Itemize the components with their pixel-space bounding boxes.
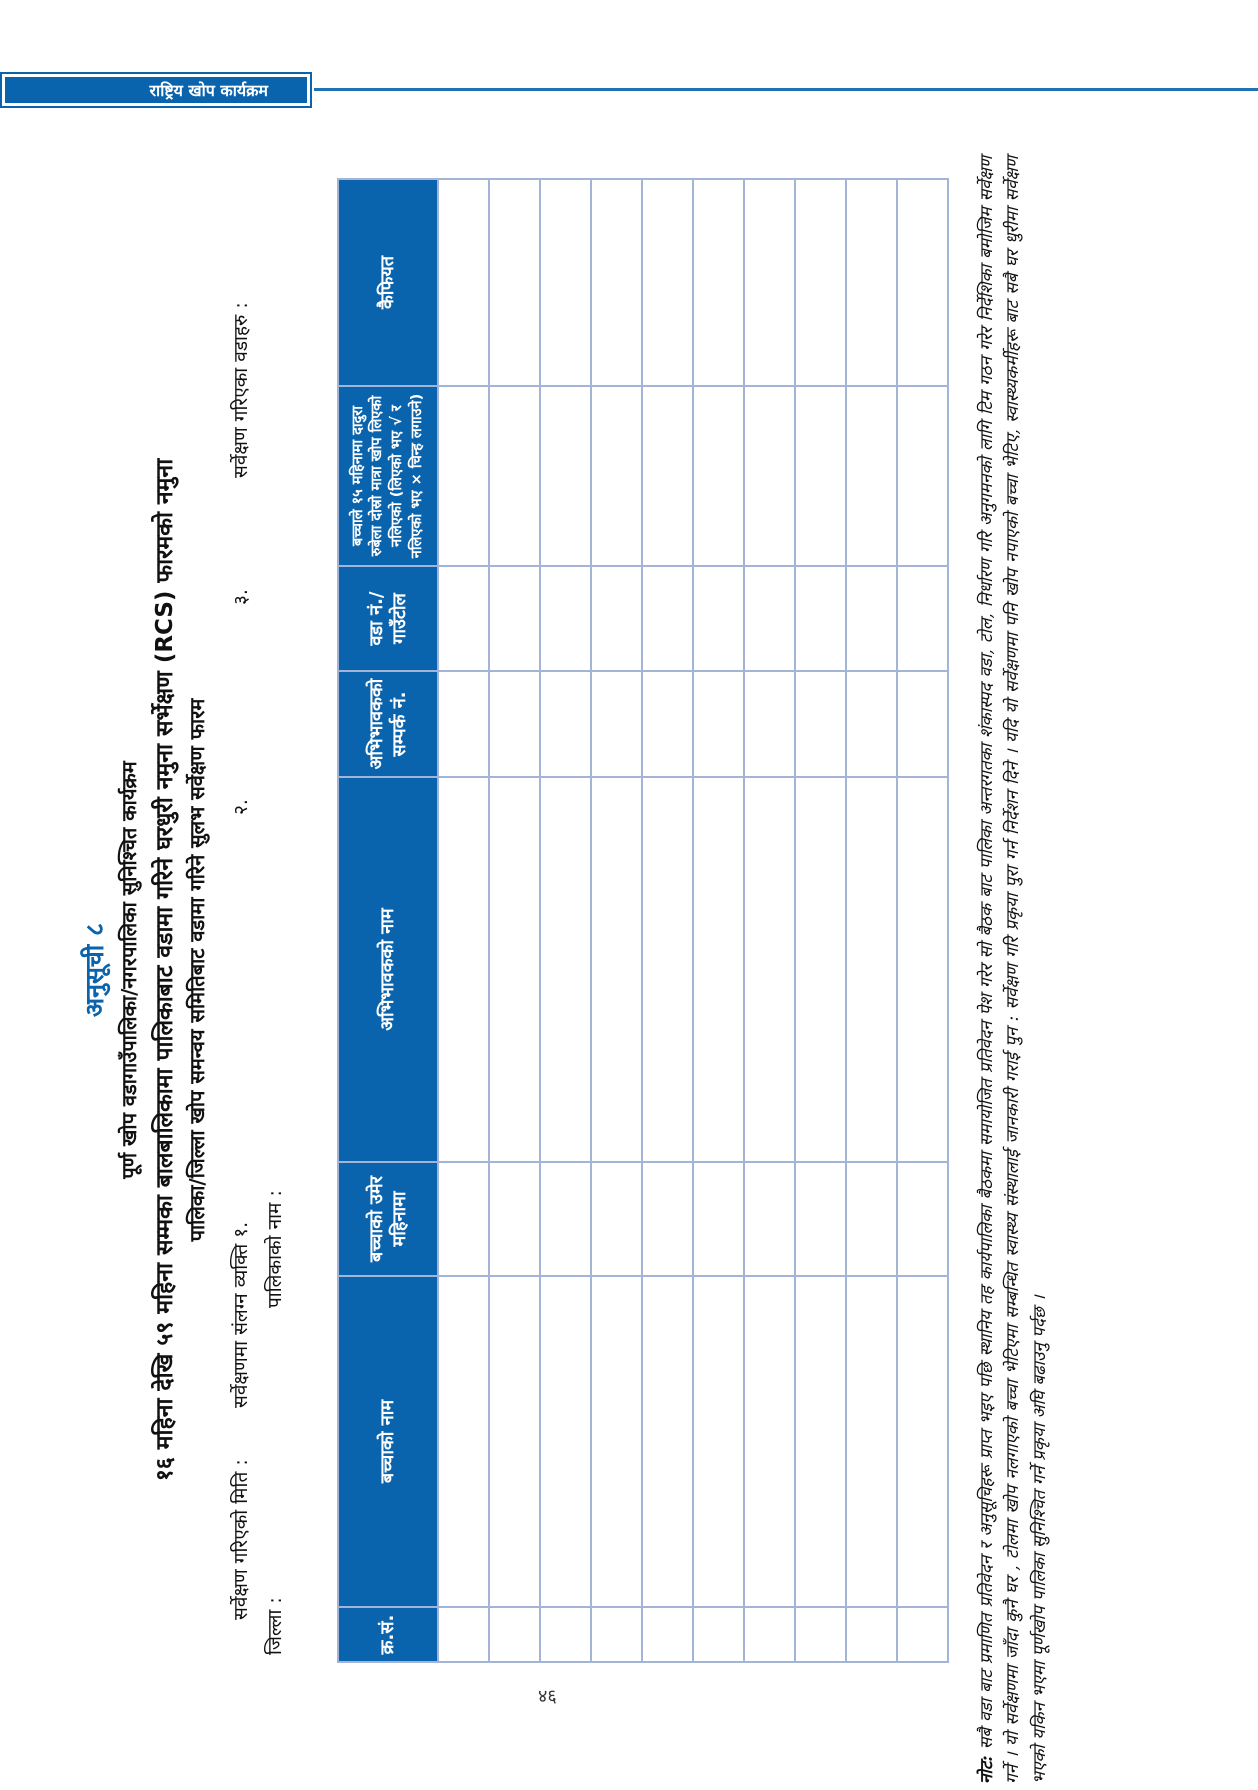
surveyor-3-label: ३. xyxy=(230,589,252,605)
empty-cell xyxy=(795,1276,846,1607)
form-subtitle: पालिका/जिल्ला खोप समन्वय समितिबाट वडामा गरिने सुलभ सर्वेक्षण फारम xyxy=(185,698,209,1242)
empty-cell xyxy=(744,671,795,777)
empty-cell xyxy=(438,1276,489,1607)
empty-cell xyxy=(795,777,846,1162)
empty-cell xyxy=(642,566,693,671)
surveyor-2-label: २. xyxy=(230,799,252,815)
table-row xyxy=(744,179,795,1662)
palika-name-label: पालिकाको नाम : xyxy=(264,1190,286,1308)
empty-cell xyxy=(540,1162,591,1276)
empty-cell xyxy=(489,777,540,1162)
empty-cell xyxy=(540,179,591,386)
empty-cell xyxy=(846,1162,897,1276)
annex-title: अनुसूची ८ xyxy=(80,923,109,1017)
rotated-form xyxy=(55,150,1065,1790)
empty-cell xyxy=(897,386,948,566)
empty-cell xyxy=(642,1162,693,1276)
empty-cell xyxy=(795,179,846,386)
table-row xyxy=(897,179,948,1662)
empty-cell xyxy=(438,671,489,777)
empty-cell xyxy=(438,566,489,671)
surveyor-label: सर्वेक्षणमा संलग्न व्यक्ति १. xyxy=(230,1221,252,1408)
survey-table xyxy=(337,178,949,1663)
banner-rule xyxy=(314,88,1258,91)
empty-cell xyxy=(693,179,744,386)
empty-cell xyxy=(540,1607,591,1662)
table-row xyxy=(693,179,744,1662)
empty-cell xyxy=(846,179,897,386)
empty-cell xyxy=(489,386,540,566)
empty-cell xyxy=(744,777,795,1162)
header-banner xyxy=(0,72,312,108)
empty-cell xyxy=(642,1276,693,1607)
empty-cell xyxy=(489,1607,540,1662)
header-row xyxy=(338,179,438,1662)
table-row xyxy=(591,179,642,1662)
empty-cell xyxy=(693,566,744,671)
empty-cell xyxy=(846,566,897,671)
empty-cell xyxy=(489,179,540,386)
empty-cell xyxy=(897,1607,948,1662)
empty-cell xyxy=(744,566,795,671)
empty-cell xyxy=(591,179,642,386)
empty-cell xyxy=(489,566,540,671)
empty-cell xyxy=(897,179,948,386)
empty-cell xyxy=(744,1162,795,1276)
empty-cell xyxy=(744,386,795,566)
empty-cell xyxy=(438,1607,489,1662)
empty-cell xyxy=(846,1276,897,1607)
column-header-guardian-name: अभिभावकको नाम xyxy=(338,777,438,1162)
empty-cell xyxy=(795,386,846,566)
empty-cell xyxy=(540,1276,591,1607)
empty-cell xyxy=(438,777,489,1162)
empty-cell xyxy=(591,1162,642,1276)
column-header-mr2-vaccine: बच्चाले १५ महिनामा दादुरा रुबेला दोस्रो मात्रा खोप लिएको नलिएको (लिएको भए √ र नलिएको भए × चिन्ह लगाउने) xyxy=(338,386,438,566)
empty-cell xyxy=(693,777,744,1162)
table-row xyxy=(438,179,489,1662)
empty-cell xyxy=(540,777,591,1162)
empty-cell xyxy=(744,1607,795,1662)
empty-cell xyxy=(846,1607,897,1662)
empty-cell xyxy=(897,1162,948,1276)
empty-cell xyxy=(897,566,948,671)
empty-cell xyxy=(693,671,744,777)
table-row xyxy=(846,179,897,1662)
empty-cell xyxy=(693,386,744,566)
survey-table-header xyxy=(338,179,438,1662)
table-row xyxy=(795,179,846,1662)
note-label: नोट: xyxy=(977,1755,997,1784)
table-row xyxy=(642,179,693,1662)
empty-cell xyxy=(642,777,693,1162)
empty-cell xyxy=(642,179,693,386)
column-header-serial-no: क्र.सं. xyxy=(338,1607,438,1662)
empty-cell xyxy=(540,386,591,566)
empty-cell xyxy=(693,1607,744,1662)
table-row xyxy=(540,179,591,1662)
program-title: पूर्ण खोप वडागाउँपालिका/नगरपालिका सुनिश्चित कार्यक्रम xyxy=(117,761,141,1179)
survey-table-body xyxy=(438,179,948,1662)
empty-cell xyxy=(591,386,642,566)
surveyed-wards-label: सर्वेक्षण गरिएका वडाहरु : xyxy=(230,302,252,478)
empty-cell xyxy=(846,386,897,566)
form-title: १६ महिना देखि ५९ महिना सम्मका बालबालिकामा पालिकाबाट वडामा गरिने घरधुरी नमुना सर्भेक्षण (RCS) फारमको नमुना xyxy=(152,458,178,1482)
form-note xyxy=(974,156,1053,1784)
empty-cell xyxy=(846,671,897,777)
empty-cell xyxy=(438,386,489,566)
survey-date-label: सर्वेक्षण गरिएको मिति : xyxy=(230,1459,252,1620)
empty-cell xyxy=(744,1276,795,1607)
empty-cell xyxy=(591,777,642,1162)
empty-cell xyxy=(693,1276,744,1607)
column-header-child-age: बच्चाको उमेर महिनामा xyxy=(338,1162,438,1276)
empty-cell xyxy=(591,1276,642,1607)
empty-cell xyxy=(897,671,948,777)
empty-cell xyxy=(540,566,591,671)
empty-cell xyxy=(591,1607,642,1662)
empty-cell xyxy=(897,777,948,1162)
empty-cell xyxy=(591,671,642,777)
empty-cell xyxy=(846,777,897,1162)
column-header-remarks: कैफियत xyxy=(338,179,438,386)
empty-cell xyxy=(540,671,591,777)
empty-cell xyxy=(693,1162,744,1276)
empty-cell xyxy=(438,1162,489,1276)
empty-cell xyxy=(591,566,642,671)
column-header-guardian-phone: अभिभावकको सम्पर्क नं. xyxy=(338,671,438,777)
table-row xyxy=(489,179,540,1662)
empty-cell xyxy=(795,671,846,777)
empty-cell xyxy=(438,179,489,386)
empty-cell xyxy=(642,1607,693,1662)
page-number: ४६ xyxy=(538,1686,557,1707)
empty-cell xyxy=(642,386,693,566)
empty-cell xyxy=(489,671,540,777)
district-label: जिल्ला : xyxy=(264,1597,286,1655)
empty-cell xyxy=(795,1162,846,1276)
empty-cell xyxy=(795,566,846,671)
empty-cell xyxy=(897,1276,948,1607)
empty-cell xyxy=(795,1607,846,1662)
empty-cell xyxy=(489,1162,540,1276)
banner-title: राष्ट्रिय खोप कार्यक्रम xyxy=(149,81,268,100)
empty-cell xyxy=(642,671,693,777)
note-text: सबै वडा बाट प्रमाणित प्रतिवेदन र अनुसूचिहरू प्राप्त भइए पछि स्थानिय तह कार्यपालिका बैठकमा समायोजित प्रतिवेदन पेश गरेर सो बैठक बाट पालिका अन्तरगतका शंकास्पद वडा, टोल, निर्धारण गरि अनुगमनको लागि टिम गठन गरेर निर्देशिका बमोजिम सर्वेक्षण गर्ने । यो सर्वेक्षणमा जाँदा कुनै घर , टोलमा खोप नलगाएको बच्चा भेटिएमा सम्बन्धित स्वास्थ्य संस्थालाई जानकारी गराई पुन : सर्वेक्षण गरि प्रकृया पुरा गर्न निर्देशन दिने । यदि यो सर्वेक्षणमा पनि खोप नपाएको बच्चा भेटिए, स्वास्थ्यकर्मीहरू बाट सबै घर धुरीमा सर्वेक्षण भएको यकिन भएमा पूर्णखोप पालिका सुनिश्चित गर्ने प्रकृया अघि बढाउनु पर्दछ । xyxy=(977,156,1050,1784)
column-header-child-name: बच्चाको नाम xyxy=(338,1276,438,1607)
empty-cell xyxy=(744,179,795,386)
empty-cell xyxy=(489,1276,540,1607)
column-header-ward-tole: वडा नं./गाउँटोल xyxy=(338,566,438,671)
